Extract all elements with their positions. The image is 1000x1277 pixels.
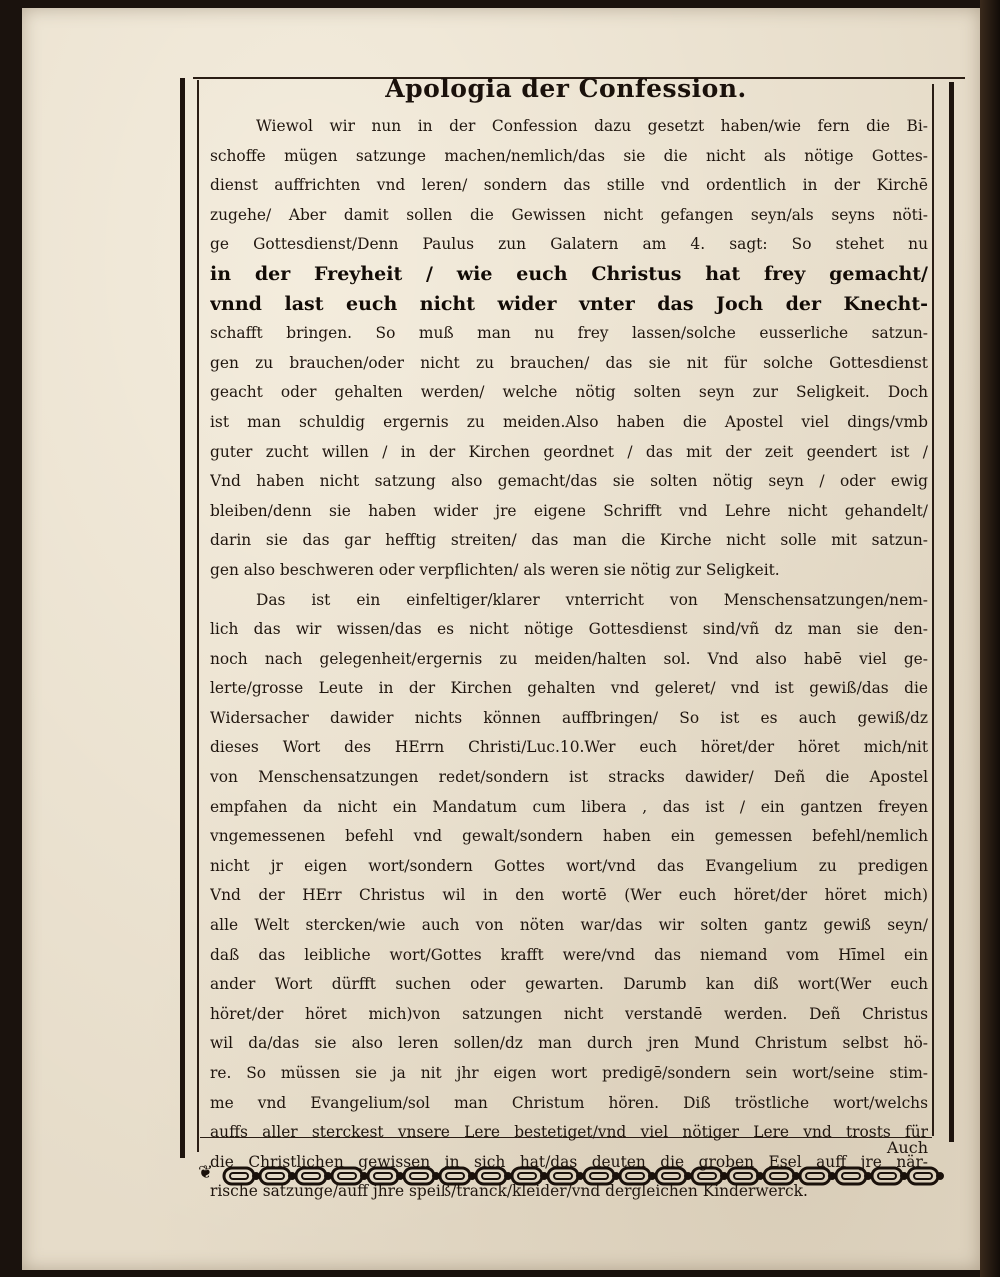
text-line: die Christlichen gewissen in sich hat/das deuten die groben Esel auff jre när- [210,1152,928,1171]
text-line: gen zu brauchen/oder nicht zu brauchen/ das sie nit für solche Gottesdienst [210,353,928,372]
paragraph-indent [210,591,256,609]
text-line: bleiben/denn sie haben wider jre eigene Schrifft vnd Lehre nicht gehandelt/ [210,501,928,520]
ornament-unit [224,1168,259,1184]
text-line: dienst auffrichten vnd leren/ sondern das stille vnd ordentlich in der Kirchē [210,176,928,195]
fleuron-icon: ❦ [198,1162,214,1183]
ornament-unit [368,1168,403,1184]
text-line: höret/der höret mich)von satzungen nicht verstandē werden. Deñ Christus [210,1004,928,1023]
text-line: von Menschensatzungen redet/sondern ist stracks dawider/ Deñ die Apostel [210,768,928,787]
ornament-unit [548,1168,583,1184]
text-line: ge Gottesdienst/Denn Paulus zun Galatern am 4. sagt: So stehet nu [210,235,928,254]
ornament-unit [584,1168,619,1184]
text-line: lich das wir wissen/das es nicht nötige Gottesdienst sind/vñ dz man sie den- [210,620,928,639]
text-line: gen also beschweren oder verpflichten/ als weren sie nötig zur Seligkeit. [210,560,780,579]
catchword: Auch [886,1138,928,1157]
text-line: Wiewol wir nun in der Confession dazu gesetzt haben/wie fern die Bi- [210,112,928,142]
ornament-unit [512,1168,547,1184]
text-line: darin sie das gar hefftig streiten/ das man die Kirche nicht solle mit satzun- [210,531,928,550]
text-line: re. So müssen sie ja nit jhr eigen wort predigē/sondern sein wort/seine stim- [210,1064,928,1082]
text-line: Das ist ein einfeltiger/klarer vnterricht von Menschensatzungen/nem- [210,586,928,616]
ornament-unit [260,1168,295,1184]
scan-edge-shadow [980,0,1000,1277]
text-line: ander Wort dürfft suchen oder gewarten. Darumb kan diß wort(Wer euch [210,975,928,994]
ornament-unit [872,1168,907,1184]
text-line: empfahen da nicht ein Mandatum cum libera , das ist / ein gantzen freyen [210,797,928,816]
ornament-chain [224,1168,943,1184]
text-line: auffs aller sterckest vnsere Lere bestetiget/vnd viel nötiger Lere vnd trosts für [210,1123,928,1142]
text-line: daß das leibliche wort/Gottes krafft were/vnd das niemand vom Hīmel ein [210,945,928,964]
text-line: schafft bringen. So muß man nu frey lassen/solche eusserliche satzun- [210,324,928,343]
paragraph-indent [210,117,256,135]
text-line: nicht jr eigen wort/sondern Gottes wort/vnd das Evangelium zu predigen [210,856,928,875]
text-line: alle Welt stercken/wie auch von nöten war/das wir solten gantz gewiß seyn/ [210,916,928,935]
ornament-unit [440,1168,475,1184]
frame-rule-right-inner [932,84,934,1136]
ornament-unit [800,1168,835,1184]
scripture-quote-line: in der Freyheit / wie euch Christus hat frey gemacht/ [210,262,928,285]
ornament-unit [692,1168,727,1184]
ornament-unit [908,1168,943,1184]
ornament-unit [332,1168,367,1184]
ornamental-border [194,1156,950,1196]
text-line: rische satzunge/auff jhre speiß/tranck/kleider/vnd dergleichen Kinderwerck. [210,1182,808,1201]
text-line: me vnd Evangelium/sol man Christum hören. Diß tröstliche wort/welchs [210,1093,928,1112]
ornament-unit [476,1168,511,1184]
text-line: Vnd der HErr Christus wil in den wortē (Wer euch höret/der höret mich) [210,886,928,905]
frame-rule-right-outer [949,82,954,1142]
running-head: Apologia der Confession. [385,74,747,103]
body-text [210,112,928,1207]
ornament-unit [620,1168,655,1184]
text-line: zugehe/ Aber damit sollen die Gewissen nicht gefangen seyn/als seyns nöti- [210,205,928,224]
frame-rule-left-outer [180,78,185,1158]
ornament-unit [764,1168,799,1184]
text-line: geacht oder gehalten werden/ welche nötig solten seyn zur Seligkeit. Doch [210,383,928,402]
text-line: Vnd haben nicht satzung also gemacht/das sie solten nötig seyn / oder ewig [210,472,928,491]
ornament-unit [296,1168,331,1184]
scripture-quote-line: vnnd last euch nicht wider vnter das Joch der Knecht- [210,292,928,315]
frame-rule-left-inner [197,80,199,1152]
ornament-unit [404,1168,439,1184]
text-line: vngemessenen befehl vnd gewalt/sondern haben ein gemessen befehl/nemlich [210,827,928,846]
text-line: dieses Wort des HErrn Christi/Luc.10.Wer euch höret/der höret mich/nit [210,738,928,757]
ornament-unit [836,1168,871,1184]
text-line: wil da/das sie also leren sollen/dz man durch jren Mund Christum selbst hö- [210,1034,928,1053]
text-line: Widersacher dawider nichts können auffbringen/ So ist es auch gewiß/dz [210,708,928,727]
text-line: noch nach gelegenheit/ergernis zu meiden/halten sol. Vnd also habē viel ge- [210,649,928,668]
text-line: lerte/grosse Leute in der Kirchen gehalten vnd geleret/ vnd ist gewiß/das die [210,679,928,698]
text-line: guter zucht willen / in der Kirchen geordnet / das mit der zeit geendert ist / [210,442,928,461]
text-line: schoffe mügen satzunge machen/nemlich/das sie die nicht als nötige Gottes- [210,146,928,165]
ornament-unit [728,1168,763,1184]
text-line: ist man schuldig ergernis zu meiden.Also haben die Apostel viel dings/vmb [210,412,928,431]
ornament-unit [656,1168,691,1184]
